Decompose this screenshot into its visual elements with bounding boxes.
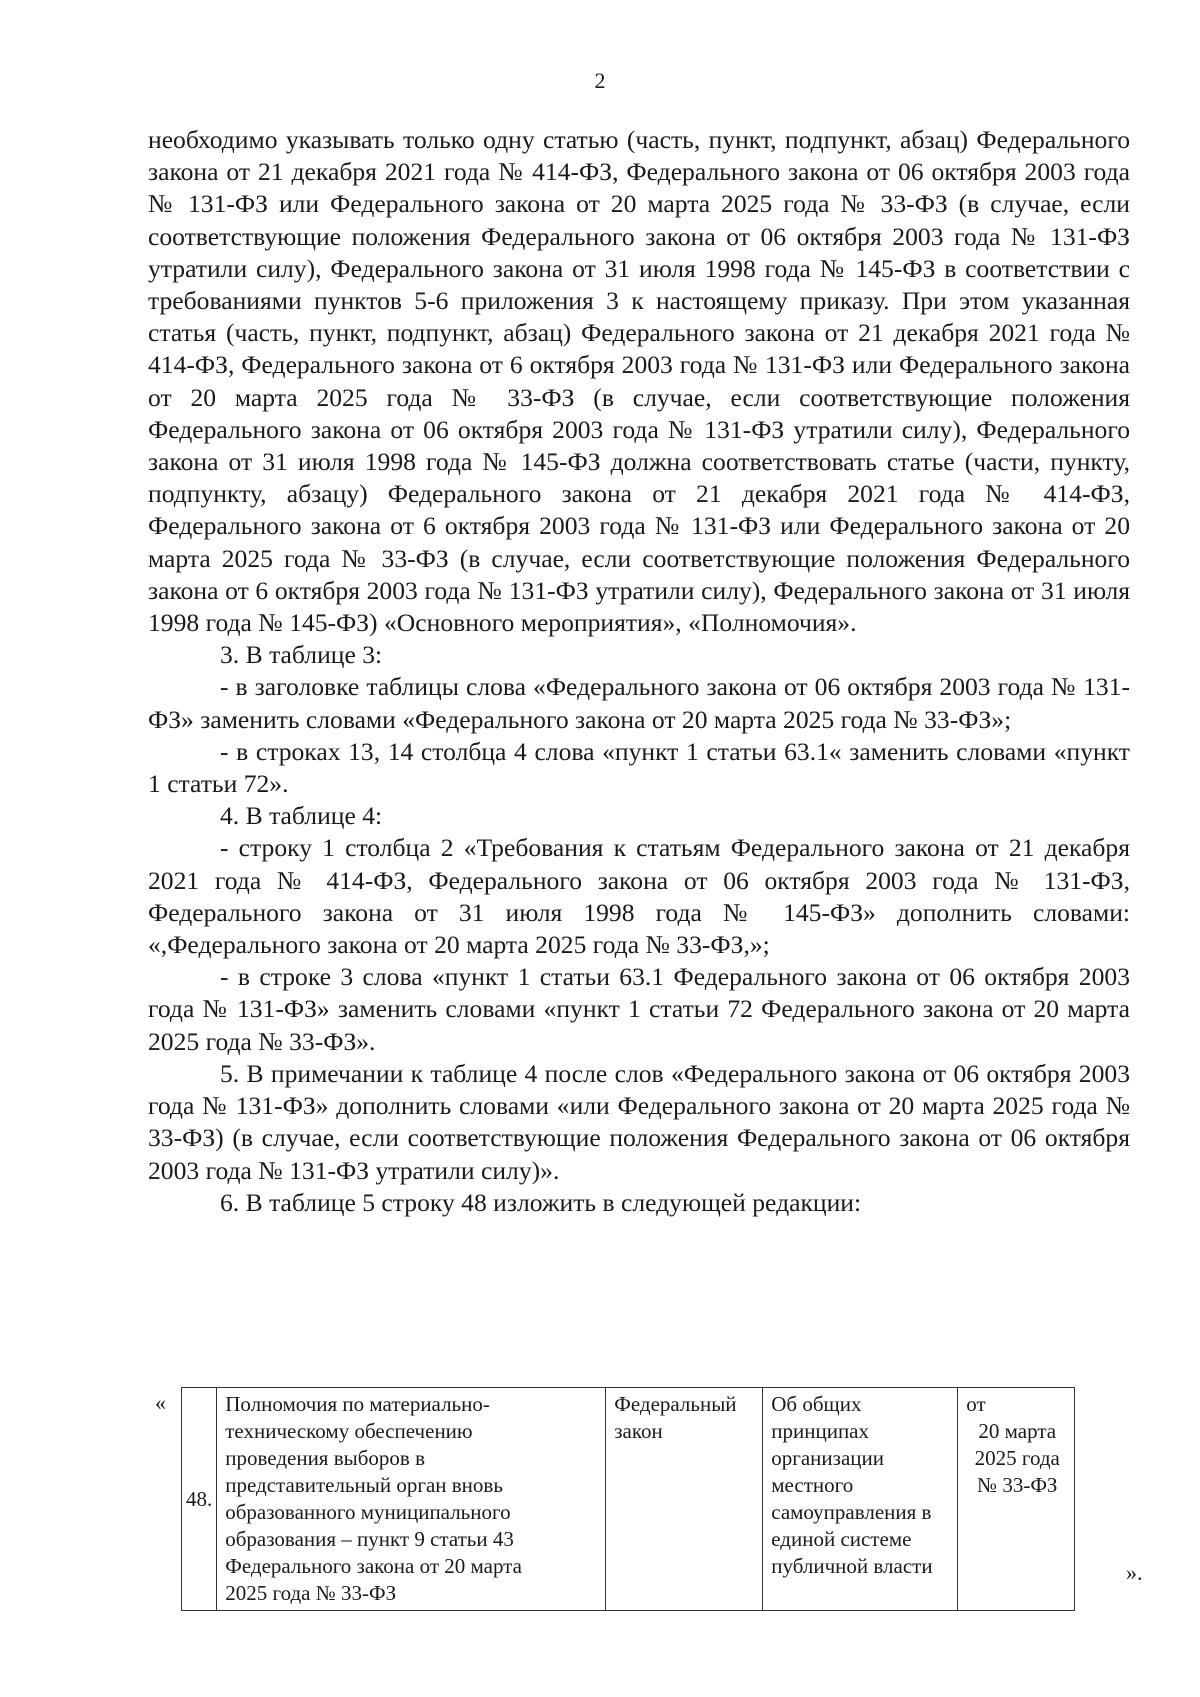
description-line: техническому обеспечению bbox=[225, 1419, 473, 1443]
doc-date-line: 20 марта bbox=[978, 1419, 1057, 1443]
doc-name-line: местного bbox=[771, 1473, 854, 1497]
description-line: Полномочия по материально- bbox=[225, 1392, 490, 1416]
doc-name-cell bbox=[763, 1388, 958, 1611]
doc-type-line: закон bbox=[614, 1419, 663, 1443]
paragraph-item-6: 6. В таблице 5 строку 48 изложить в следующей редакции: bbox=[220, 1187, 862, 1217]
paragraph-item-4-row3: - в строке 3 слова «пункт 1 статьи 63.1 Федерального закона от 06 октября 2003 года № 131-ФЗ» заменить словами «пункт 1 статьи 72 Федерального закона от 20 марта 2025 года № 33-ФЗ». bbox=[148, 962, 1130, 1056]
description-line: представительный орган вновь bbox=[225, 1473, 503, 1497]
paragraph-item-4-row1: - строку 1 столбца 2 «Требования к статьям Федерального закона от 21 декабря 2021 года № 414-ФЗ, Федерального закона от 06 октября 2003 года № 131-ФЗ, Федерального закона от 31 июля 1998 года № 145-ФЗ» дополнить словами: «,Федерального закона от 20 марта 2025 года № 33-ФЗ,»; bbox=[148, 833, 1130, 960]
doc-name-line: организации bbox=[771, 1446, 884, 1470]
page-number: 2 bbox=[594, 68, 606, 93]
description-line: проведения выборов в bbox=[225, 1446, 426, 1470]
doc-name-line: единой системе bbox=[771, 1527, 912, 1551]
paragraph-item-3-header: - в заголовке таблицы слова «Федерального закона от 06 октября 2003 года № 131-ФЗ» заменить словами «Федерального закона от 20 марта 2025 года № 33-ФЗ»; bbox=[148, 672, 1130, 734]
doc-date-line: 2025 года bbox=[974, 1446, 1060, 1470]
quote-close: ». bbox=[1126, 1560, 1143, 1585]
amendment-table bbox=[181, 1387, 1075, 1611]
doc-type-cell bbox=[606, 1388, 763, 1611]
doc-name-line: самоуправления в bbox=[771, 1500, 932, 1524]
doc-name-line: Об общих bbox=[771, 1392, 862, 1416]
doc-name-line: принципах bbox=[771, 1419, 870, 1443]
description-line: образованного муниципального bbox=[225, 1500, 511, 1524]
paragraph-item-3: 3. В таблице 3: bbox=[220, 640, 383, 670]
doc-type-line: Федеральный bbox=[614, 1392, 737, 1416]
paragraph-continuation: необходимо указывать только одну статью (часть, пункт, подпункт, абзац) Федерального закона от 21 декабря 2021 года № 414-ФЗ, Федерального закона от 06 октября 2003 года № 131-ФЗ или Федерального закона от 20 марта 2025 года № 33-ФЗ (в случае, если соответствующие положения Федерального закона от 06 октября 2003 года № 131-ФЗ утратили силу), Федерального закона от 31 июля 1998 года № 145-ФЗ в соответствии с требованиями пунктов 5-6 приложения 3 к настоящему приказу. При этом указанная статья (часть, пункт, подпункт, абзац) Федерального закона от 21 декабря 2021 года № 414-ФЗ, Федерального закона от 6 октября 2003 года № 131-ФЗ или Федерального закона от 20 марта 2025 года № 33-ФЗ (в случае, если соответствующие положения Федерального закона от 06 октября 2003 года № 131-ФЗ утратили силу), Федерального закона от 31 июля 1998 года № 145-ФЗ должна соответствовать статье (части, пункту, подпункту, абзацу) Федерального закона от 21 декабря 2021 года № 414-ФЗ, Федерального закона от 6 октября 2003 года № 131-ФЗ или Федерального закона от 20 марта 2025 года № 33-ФЗ (в случае, если соответствующие положения Федерального закона от 6 октября 2003 года № 131-ФЗ утратили силу), Федерального закона от 31 июля 1998 года № 145-ФЗ) «Основного мероприятия», «Полномочия». bbox=[148, 125, 1130, 638]
document-body bbox=[148, 124, 1130, 1219]
doc-name-line: публичной власти bbox=[771, 1554, 933, 1578]
quote-open: « bbox=[155, 1390, 166, 1415]
doc-date-cell bbox=[958, 1388, 1075, 1611]
table-row bbox=[182, 1388, 1075, 1611]
row-number-cell: 48. bbox=[182, 1388, 217, 1611]
description-line: Федерального закона от 20 марта bbox=[225, 1554, 522, 1578]
doc-date-line: № 33-ФЗ bbox=[977, 1473, 1058, 1497]
description-line: образования – пункт 9 статьи 43 bbox=[225, 1527, 514, 1551]
description-line: 2025 года № 33-ФЗ bbox=[225, 1581, 397, 1605]
description-cell bbox=[217, 1388, 606, 1611]
paragraph-item-4: 4. В таблице 4: bbox=[220, 801, 383, 831]
paragraph-item-5: 5. В примечании к таблице 4 после слов «Федерального закона от 06 октября 2003 года № 131-ФЗ» дополнить словами «или Федерального закона от 20 марта 2025 года № 33-ФЗ) (в случае, если соответствующие положения Федерального закона от 06 октября 2003 года № 131-ФЗ утратили силу)». bbox=[148, 1058, 1130, 1185]
doc-date-line: от bbox=[966, 1392, 986, 1416]
paragraph-item-3-rows: - в строках 13, 14 столбца 4 слова «пункт 1 статьи 63.1« заменить словами «пункт 1 статьи 72». bbox=[148, 736, 1130, 799]
